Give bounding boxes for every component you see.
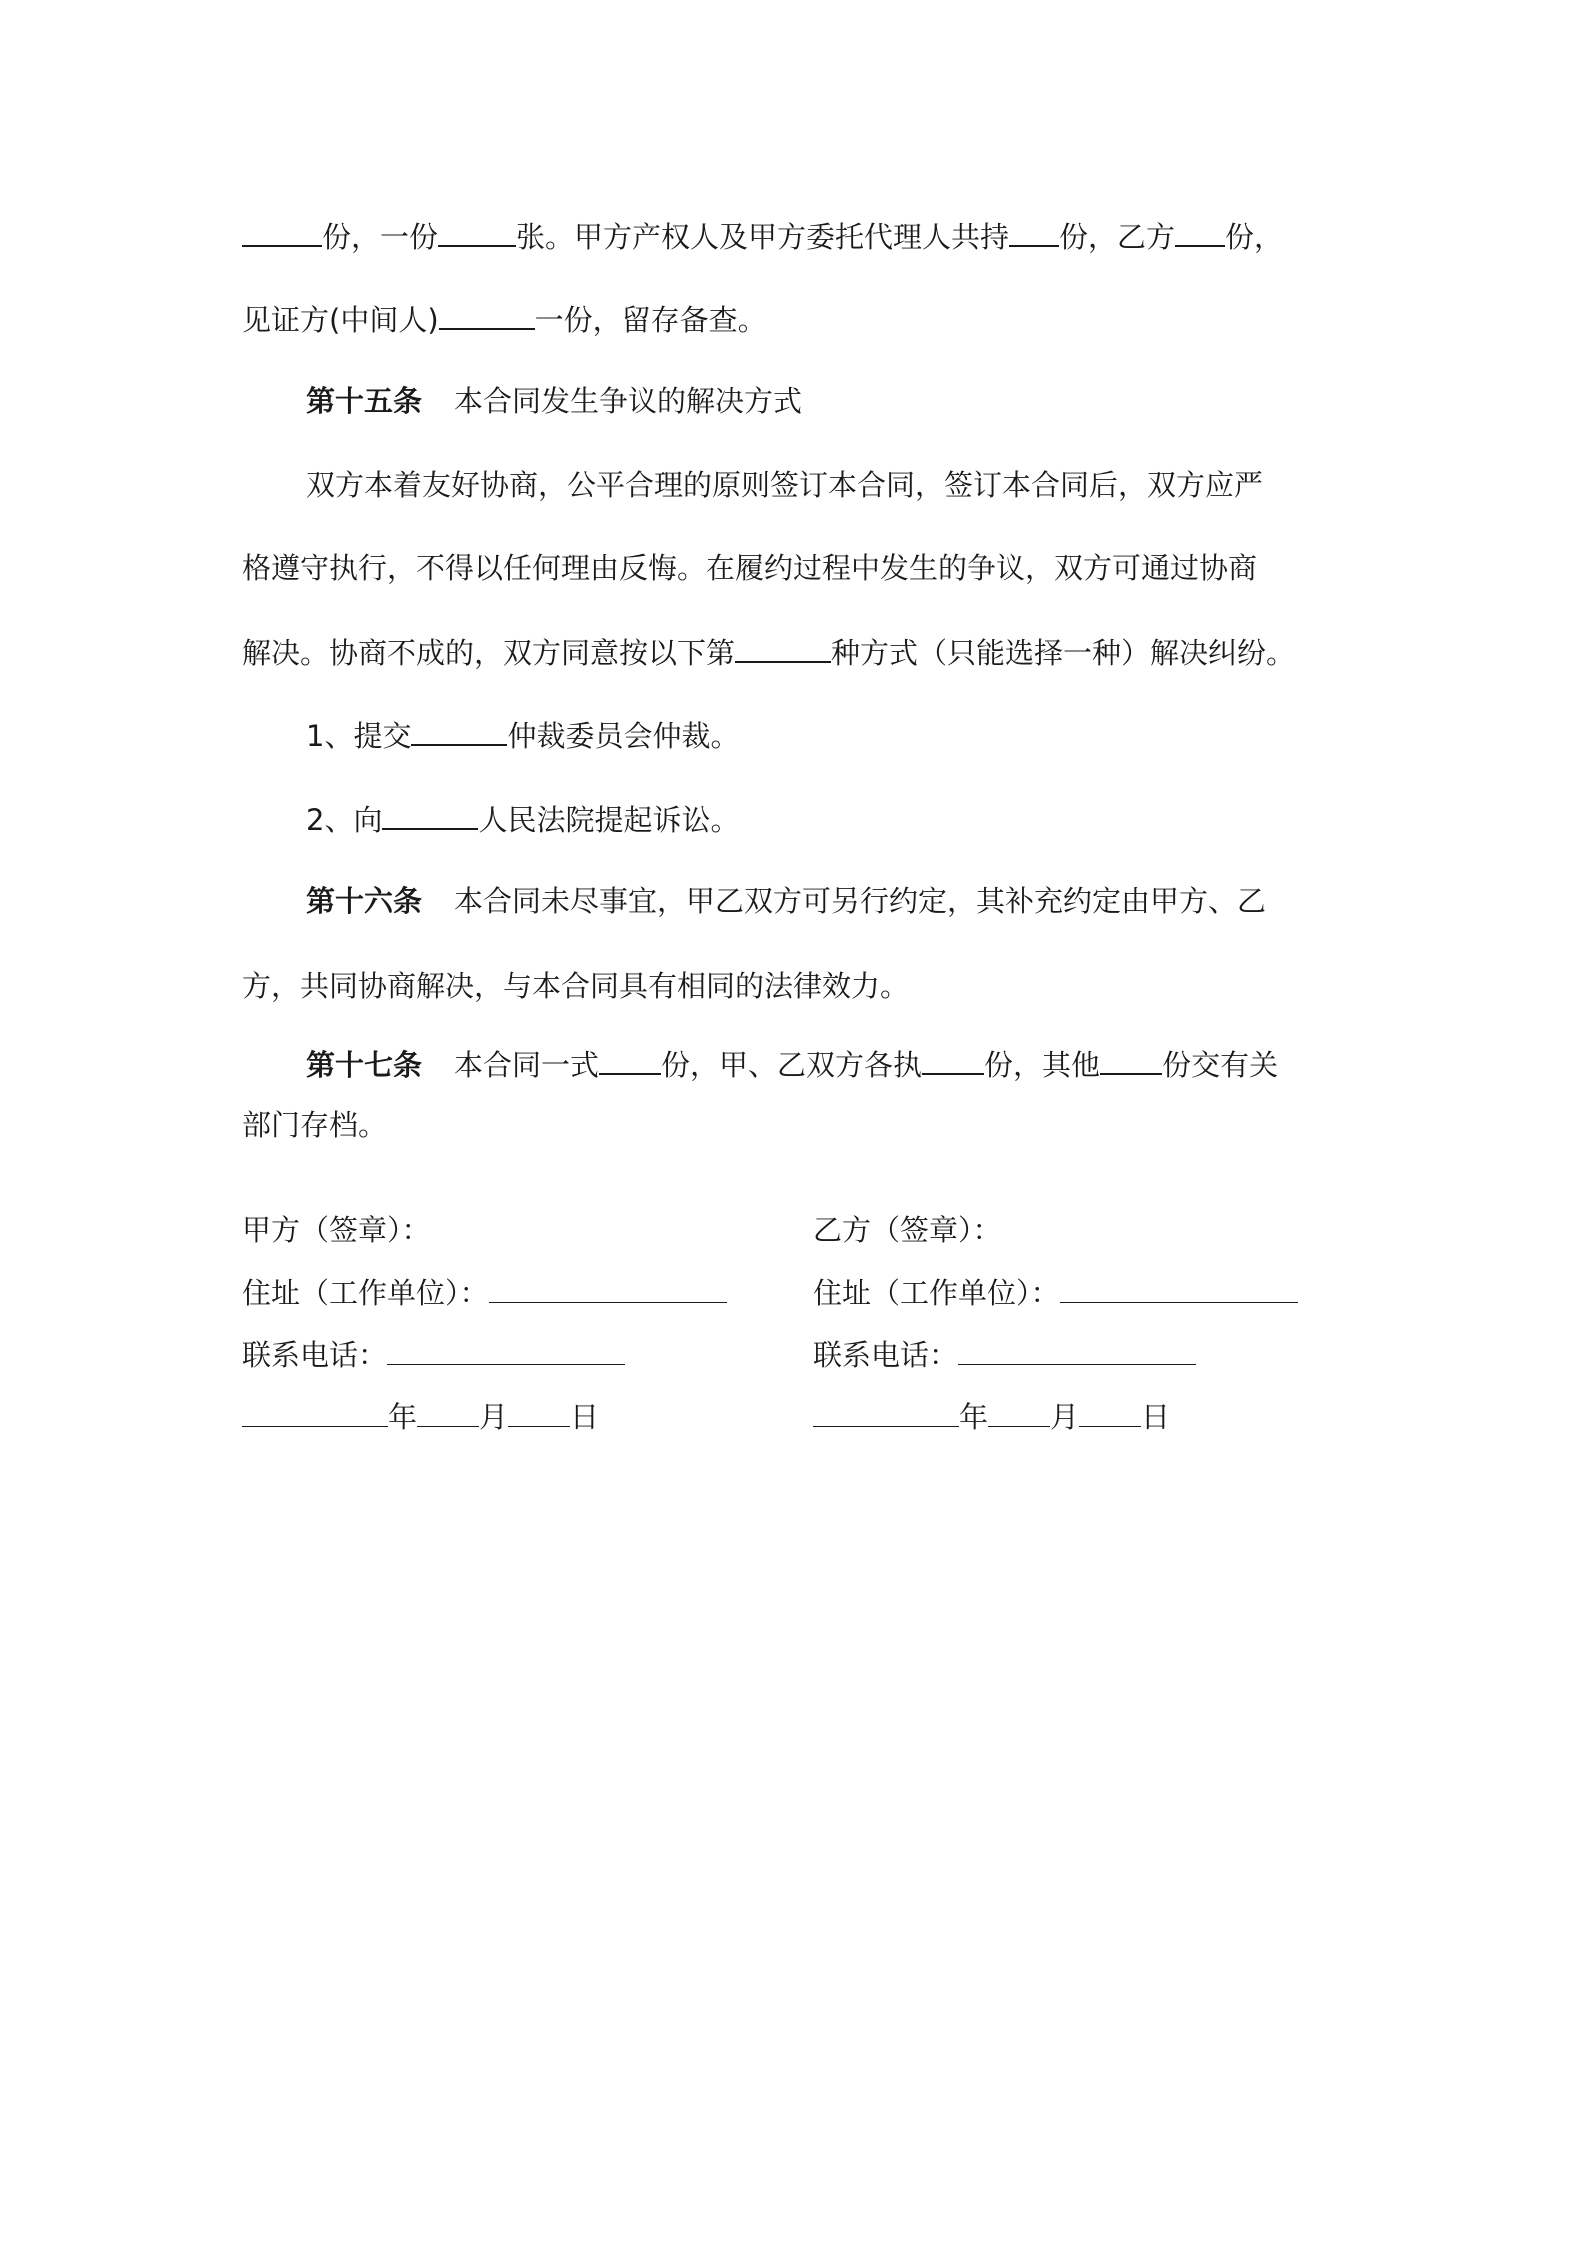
party-a-phone: 联系电话： (242, 1334, 625, 1375)
party-b-address: 住址（工作单位）： (813, 1272, 1298, 1313)
article-15-heading: 第十五条 本合同发生争议的解决方式 (306, 384, 803, 418)
blank-field (439, 298, 535, 330)
blank-field (735, 631, 831, 663)
blank-field (599, 1043, 661, 1075)
blank-field (489, 1272, 727, 1303)
blank-field (387, 1334, 625, 1365)
blank-field (1060, 1272, 1298, 1303)
blank-field (1100, 1043, 1162, 1075)
blank-field (1079, 1396, 1141, 1427)
blank-field (411, 714, 507, 746)
blank-field (958, 1334, 1196, 1365)
article-15-line-2: 格遵守执行，不得以任何理由反悔。在履约过程中发生的争议，双方可通过协商 (242, 551, 1258, 585)
article-15-line-3: 解决。协商不成的，双方同意按以下第 种方式（只能选择一种）解决纠纷。 (242, 631, 1354, 673)
article-17-line-2: 部门存档。 (242, 1108, 388, 1142)
party-a-seal: 甲方（签章）： (242, 1213, 431, 1247)
blank-field (242, 1396, 388, 1427)
blank-field (438, 215, 516, 247)
blank-field (988, 1396, 1050, 1427)
blank-field (242, 215, 322, 247)
option-2: 2、向 人民法院提起诉讼。 (306, 798, 1418, 840)
blank-field (382, 798, 478, 830)
blank-field (922, 1043, 984, 1075)
article-16-line-1: 第十六条 本合同未尽事宜，甲乙双方可另行约定，其补充约定由甲方、乙 (306, 884, 1267, 918)
blank-field (1009, 215, 1059, 247)
party-b-seal: 乙方（签章）： (813, 1213, 1002, 1247)
party-b-date: 年 月 日 (813, 1396, 1170, 1437)
party-a-address: 住址（工作单位）： (242, 1272, 727, 1313)
article-17-line-1: 第十七条 本合同一式 份，甲、乙双方各执 份，其他 份交有关 (306, 1043, 1418, 1085)
option-1: 1、提交 仲裁委员会仲裁。 (306, 714, 1418, 756)
blank-field (417, 1396, 479, 1427)
party-a-date: 年 月 日 (242, 1396, 599, 1437)
copies-line-1: 份，一份 张。甲方产权人及甲方委托代理人共持 份，乙方 份， (242, 215, 1354, 257)
blank-field (813, 1396, 959, 1427)
article-15-line-1: 双方本着友好协商，公平合理的原则签订本合同，签订本合同后，双方应严 (306, 468, 1264, 502)
copies-line-2: 见证方(中间人) 一份，留存备查。 (242, 298, 1354, 340)
blank-field (1175, 215, 1225, 247)
article-16-line-2: 方，共同协商解决，与本合同具有相同的法律效力。 (242, 969, 910, 1003)
party-b-phone: 联系电话： (813, 1334, 1196, 1375)
blank-field (508, 1396, 570, 1427)
